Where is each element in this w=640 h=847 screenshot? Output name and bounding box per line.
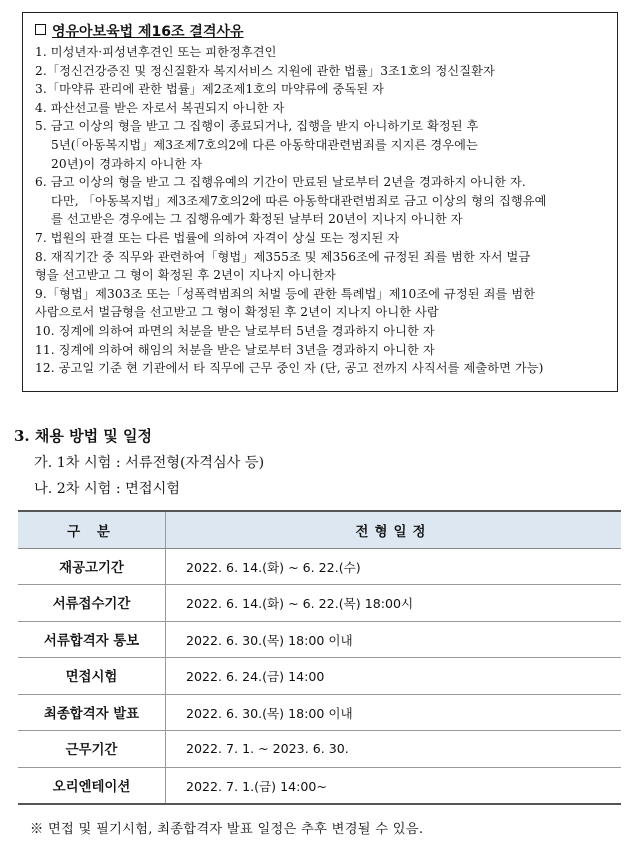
list-item: 다만, 「아동복지법」제3조제7호의2에 따른 아동학대관련범죄로 금고 이상의 형의 집행유예 [51,193,547,208]
list-item: 6. 금고 이상의 형을 받고 그 집행유예의 기간이 만료된 날로부터 2년을 경과하지 아니한 자. [35,175,526,190]
row-value: 2022. 6. 24.(금) 14:00 [186,669,325,685]
row-label: 서류합격자 통보 [18,621,166,658]
list-item: 5. 금고 이상의 형을 받고 그 집행이 종료되거나, 집행을 받지 아니하기로 확정된 후 [35,119,479,134]
list-item: 를 선고받은 경우에는 그 집행유예가 확정된 날부터 20년이 지나지 아니한 자 [51,212,463,227]
table-row [18,658,621,695]
table-row [18,694,621,731]
list-item: 3.「마약류 관리에 관한 법률」제2조제1호의 마약류에 중독된 자 [35,82,385,97]
schedule-table [18,510,621,805]
list-item: 12. 공고일 기준 현 기관에서 타 직무에 근무 중인 자 (단, 공고 전까지 사직서를 제출하면 가능) [35,361,544,376]
section-item: 나. 2차 시험 : 면접시험 [34,481,180,497]
table-row [18,621,621,658]
list-item: 사람으로서 벌금형을 선고받고 그 형이 확정된 후 2년이 지나지 아니한 사람 [35,305,439,320]
list-item: 10. 징계에 의하여 파면의 처분을 받은 날로부터 5년을 경과하지 아니한 자 [35,323,435,338]
row-value: 2022. 7. 1. ~ 2023. 6. 30. [186,741,349,757]
row-value: 2022. 6. 30.(목) 18:00 이내 [186,632,353,648]
list-item: 5년(「아동복지법」제3조제7호의2에 다른 아동학대관련범죄를 지지른 경우에는 [51,137,478,152]
table-header-row [18,511,621,548]
section-item: 가. 1차 시험 : 서류전형(자격심사 등) [34,455,265,471]
row-label: 근무기간 [18,731,166,768]
disqualification-box [22,12,618,392]
list-item: 7. 법원의 판결 또는 다른 법률에 의하여 자격이 상실 또는 정지된 자 [35,230,400,245]
list-item: 20년)이 경과하지 아니한 자 [51,156,203,171]
table-row [18,585,621,622]
list-item: 4. 파산선고를 받은 자로서 복권되지 아니한 자 [35,100,285,115]
row-label: 재공고기간 [18,548,166,585]
list-item: 2.「정신건강증진 및 정신질환자 복지서비스 지원에 관한 법률」3조1호의 정신질환자 [35,63,495,78]
table-row [18,731,621,768]
row-label: 오리엔테이션 [18,767,166,804]
row-label: 서류접수기간 [18,585,166,622]
row-value: 2022. 6. 14.(화) ~ 6. 22.(목) 18:00시 [186,596,414,612]
square-bullet-icon [35,24,46,35]
footnote: ※ 면접 및 필기시험, 최종합격자 발표 일정은 추후 변경될 수 있음. [30,822,424,837]
header-schedule: 전형일정 [166,511,622,548]
list-item: 9.「형법」제303조 또는「성폭력범죄의 처벌 등에 관한 특례법」제10조에 규정된 죄를 범한 [35,286,536,301]
list-item: 형을 선고받고 그 형이 확정된 후 2년이 지나지 아니한자 [35,268,336,283]
row-label: 최종합격자 발표 [18,694,166,731]
list-item: 11. 징계에 의하여 해임의 처분을 받은 날로부터 3년을 경과하지 아니한 자 [35,342,435,357]
list-item: 1. 미성년자·피성년후견인 또는 피한정후견인 [35,45,277,59]
box-title: 영유아보육법 제16조 결격사유 [35,21,244,41]
row-value: 2022. 6. 30.(목) 18:00 이내 [186,705,353,721]
table-row [18,548,621,585]
list-item: 8. 재직기간 중 직무와 관련하여「형법」제355조 및 제356조에 규정된 죄를 범한 자서 벌금 [35,249,531,264]
row-label: 면접시험 [18,658,166,695]
disqualification-list [35,43,615,378]
row-value: 2022. 6. 14.(화) ~ 6. 22.(수) [186,559,361,575]
header-category: 구 분 [18,511,166,548]
section-title: 3. 채용 방법 및 일정 [14,427,152,445]
row-value: 2022. 7. 1.(금) 14:00~ [186,778,327,794]
table-row [18,767,621,804]
